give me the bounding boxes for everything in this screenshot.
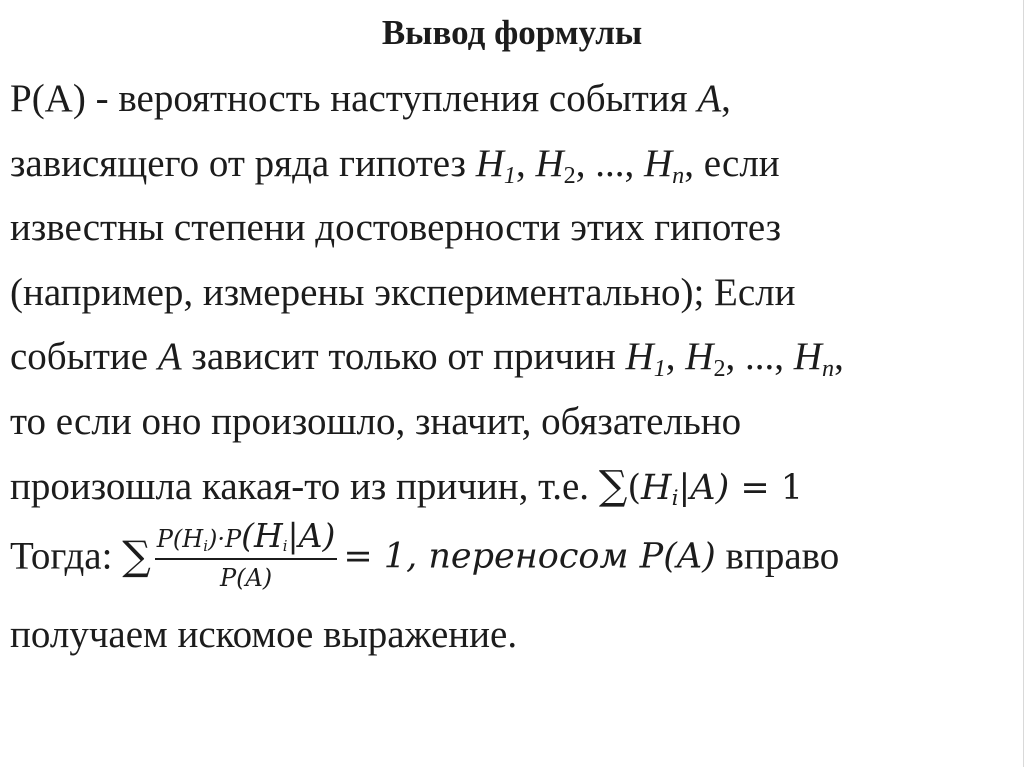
text-line-2: зависящего от ряда гипотез $H_1$, $H_2$, ..., $H_n$, если [10,141,780,189]
text-line-3: известны степени достоверности этих гипотез [10,206,782,249]
sum-formula: $\sum(H_i|A) = 1$ [598,463,804,512]
slide-body [10,67,1014,667]
fraction-numerator: $P(H_i)\cdot P(H_i|A)$ [155,519,338,560]
text-line-4: (например, измерены экспериментально); Если [10,270,796,314]
text-line-9: получаем искомое выражение. [10,612,518,656]
text-line-8: Тогда: ∑ $\frac{P(H_i)\cdot P(H_i|A)}{P(A)}$ = 1, переносом P(A) вправо [10,515,840,592]
slide-title: Вывод формулы [381,13,643,52]
text-line-5: событие A зависит только от причин $H_1$, $H_2$, ..., $H_n$, [10,335,844,382]
text-line-7: произошла какая-то из причин, т.е. $\sum(H_i|A) = 1$ [10,463,804,512]
bayes-fraction [155,515,338,594]
sum-symbol: ∑ [122,532,151,579]
sum-symbol: ∑ [598,463,628,509]
probability-pa: P(A) [639,535,716,576]
text-line-6: то если оно произошло, значит, обязательно [10,399,742,443]
text-line-1: P(A) - вероятность наступления события A, [10,77,731,120]
fraction-denominator: P(A) [219,563,273,592]
